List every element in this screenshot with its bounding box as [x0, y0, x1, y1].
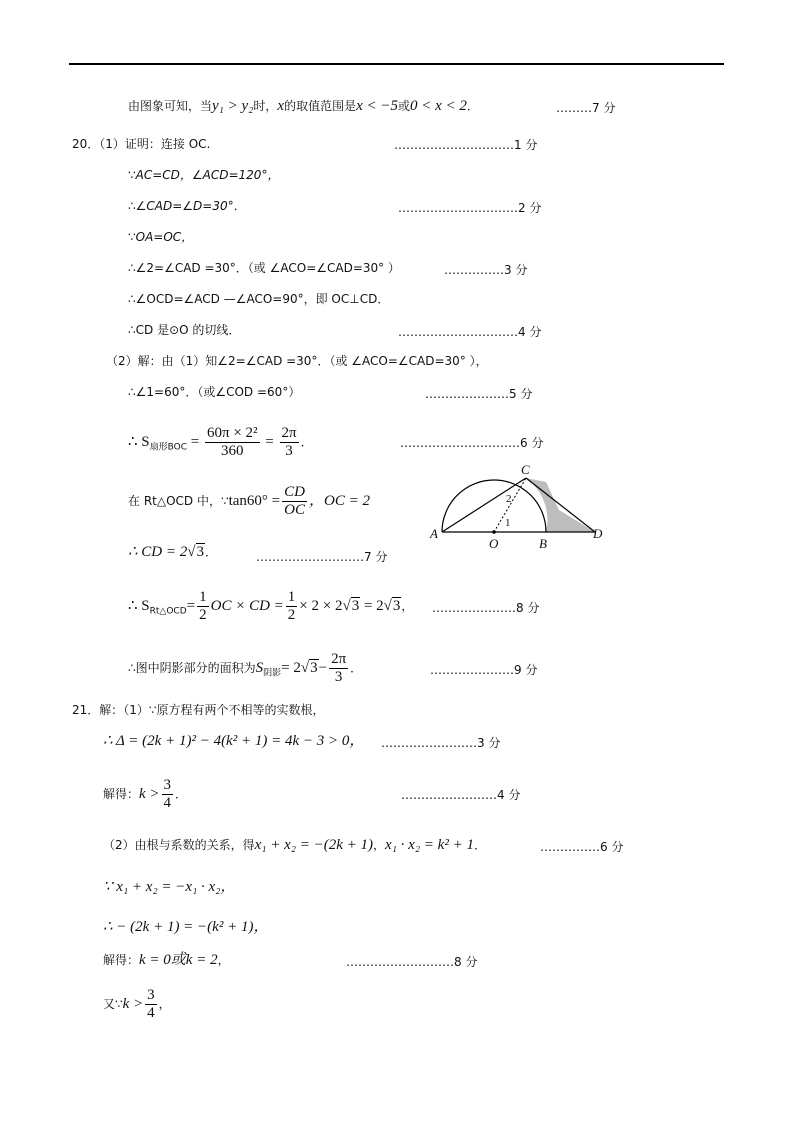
- score: ……………6 分: [540, 840, 624, 854]
- text: 解得：: [103, 953, 140, 967]
- score: …………………5 分: [425, 387, 533, 401]
- text: 又∵: [103, 997, 123, 1011]
- denominator: 3: [285, 443, 293, 459]
- cd-value: ∴ CD = 2√3．: [128, 544, 218, 560]
- label-c: C: [521, 462, 530, 477]
- q21-heading: 21．解：（1）∵原方程有两个不相等的实数根，: [72, 703, 325, 717]
- q20-part2: （2）解：由（1）知∠2=∠CAD =30°．（或 ∠ACO=∠CAD=30° ），: [106, 354, 488, 368]
- text: k >: [139, 786, 160, 802]
- k-values: [103, 952, 230, 968]
- text: ∴ S: [128, 434, 150, 450]
- text: 时，: [253, 99, 278, 113]
- numerator: 3: [147, 987, 155, 1003]
- text: 解得：: [103, 787, 140, 801]
- numerator: 3: [163, 777, 172, 793]
- header-rule: [69, 63, 724, 65]
- geometry-diagram: [425, 462, 615, 552]
- denominator: 4: [147, 1005, 155, 1021]
- q20-given: ∵AC=CD，∠ACD=120°，: [128, 168, 280, 182]
- q20-step: ∵OA=OC，: [128, 230, 194, 244]
- subscript: Rt△OCD: [149, 606, 187, 617]
- text: ．: [350, 661, 363, 675]
- text: ，: [401, 599, 414, 613]
- fraction: [280, 425, 299, 460]
- fraction: [205, 425, 260, 460]
- score: …………………………1 分: [394, 138, 538, 152]
- text: × 2 × 2: [299, 598, 343, 614]
- denominator: 4: [163, 795, 172, 811]
- text: k >: [122, 996, 144, 1012]
- center-point: [492, 530, 496, 534]
- radicand: 3: [310, 660, 318, 676]
- fraction: [282, 484, 307, 519]
- tan-expr: tan60° =: [228, 493, 281, 509]
- k-solution: [103, 775, 187, 813]
- numerator: 2π: [331, 651, 347, 667]
- fraction: [286, 589, 298, 624]
- discriminant: ∴ Δ = (2k + 1)² − 4(k² + 1) = 4k − 3 > 0，: [103, 733, 365, 749]
- radicand: 3: [392, 598, 401, 614]
- angle-1-label: 1: [505, 517, 511, 529]
- label-b: B: [539, 536, 547, 551]
- vieta-relation: [103, 837, 486, 853]
- score: ……………3 分: [444, 263, 528, 277]
- text: ．: [473, 838, 486, 852]
- conclusion-line: [128, 98, 479, 114]
- shaded-area-formula: ∴图中阴影部分的面积为$S_{阴影}= 2√3-$ $\frac{2\pi}{3}$ ．: [128, 651, 363, 685]
- q21-step: ∵ x₁ + x₂ = −x₁ · x₂，: [103, 879, 236, 895]
- text: 由图象可知，当: [128, 99, 213, 113]
- numerator: 1: [199, 589, 207, 605]
- label-o: O: [489, 536, 499, 551]
- radicand: 3: [196, 544, 204, 560]
- solutions: k = 0或k = 2: [139, 952, 218, 968]
- numerator: CD: [284, 484, 305, 500]
- q20-step: ∴CD 是⊙O 的切线．: [128, 323, 241, 337]
- fraction: [197, 589, 209, 624]
- score: …………………8 分: [432, 601, 540, 615]
- q20-step: ∴∠2=∠CAD =30°．（或 ∠ACO=∠CAD=30° ）: [128, 261, 400, 275]
- text: 在 Rt△OCD 中，∵: [128, 494, 229, 508]
- sector-area-formula: ∴ $S_{扇形BOC}$ = $\frac{\text{60π × 2²}}{360}$ = $\frac{2\pi}{3}$ ．: [128, 425, 313, 459]
- line-ac: [442, 478, 526, 532]
- text: ，OC = 2: [309, 493, 370, 509]
- range-1: x < −5: [356, 98, 398, 114]
- text: ．: [466, 99, 479, 113]
- range-2: 0 < x < 2: [410, 98, 467, 114]
- text: ．: [175, 787, 188, 801]
- score: …………………………2 分: [398, 201, 542, 215]
- text: OC × CD =: [210, 598, 284, 614]
- fraction: [145, 987, 157, 1022]
- text: =: [186, 598, 196, 614]
- text: ，: [217, 953, 230, 967]
- text: = 2: [360, 598, 384, 614]
- subscript: 扇形BOC: [149, 442, 188, 453]
- score: ………………………7 分: [256, 550, 388, 564]
- score: ………7 分: [556, 101, 616, 115]
- score: …………………………6 分: [400, 436, 544, 450]
- product-expr: x₁ · x₂ = k² + 1: [385, 837, 474, 853]
- text: ∴ CD = 2: [128, 544, 188, 560]
- var-x: x: [277, 98, 285, 114]
- q20-step: ∴∠1=60°．（或∠COD =60°）: [128, 385, 301, 399]
- numerator: 60π × 2²: [207, 425, 258, 441]
- text: ，: [373, 838, 386, 852]
- score: …………………9 分: [430, 663, 538, 677]
- text: ∴图中阴影部分的面积为: [128, 661, 256, 675]
- text: ，: [158, 997, 171, 1011]
- denominator: OC: [284, 502, 305, 518]
- angle-2-label: 2: [506, 493, 512, 505]
- triangle-area-formula: ∴ $S_{Rt\triangle OCD}=$ $\frac{1}{2}$ OC × CD = $\frac{1}{2}$ × 2 × 2√3 = 2√3，: [128, 589, 414, 623]
- q20-heading: 20．（1）证明：连接 OC.: [72, 137, 211, 151]
- radicand: 3: [351, 598, 360, 614]
- sum-expr: x₁ + x₂ = −(2k + 1): [254, 837, 374, 853]
- text: ．: [205, 545, 218, 559]
- inequality: y₁ > y₂: [212, 98, 254, 114]
- q21-step: ∴ − (2k + 1) = −(k² + 1)，: [103, 919, 269, 935]
- text: −: [318, 660, 328, 676]
- denominator: 3: [334, 669, 343, 685]
- text: ∴ S: [128, 598, 150, 614]
- q20-step: ∴∠OCD=∠ACD —∠ACO=90°，即 OC⊥CD．: [128, 292, 390, 306]
- label-d: D: [593, 526, 603, 541]
- text: 的取值范围是: [284, 99, 357, 113]
- numerator: 1: [287, 589, 296, 605]
- q20-step: ∴∠CAD=∠D=30°．: [128, 199, 246, 213]
- tan-relation: [128, 482, 370, 520]
- denominator: 360: [221, 443, 244, 459]
- text: （2）由根与系数的关系，得: [103, 838, 255, 852]
- score: ……………………4 分: [401, 788, 521, 802]
- fraction: [162, 777, 174, 812]
- score: ………………………8 分: [346, 955, 478, 969]
- denominator: 2: [199, 607, 207, 623]
- text: 或: [398, 99, 411, 113]
- label-a: A: [430, 526, 438, 541]
- text: ．: [300, 435, 313, 449]
- k-constraint: [103, 985, 171, 1023]
- denominator: 2: [287, 607, 296, 623]
- numerator: 2π: [281, 425, 297, 441]
- fraction: [329, 651, 348, 686]
- text: = 2: [281, 660, 301, 676]
- score: ……………………3 分: [381, 736, 501, 750]
- score: …………………………4 分: [398, 325, 542, 339]
- text: S: [255, 660, 264, 676]
- semicircle: [442, 480, 546, 532]
- subscript: 阴影: [263, 668, 282, 679]
